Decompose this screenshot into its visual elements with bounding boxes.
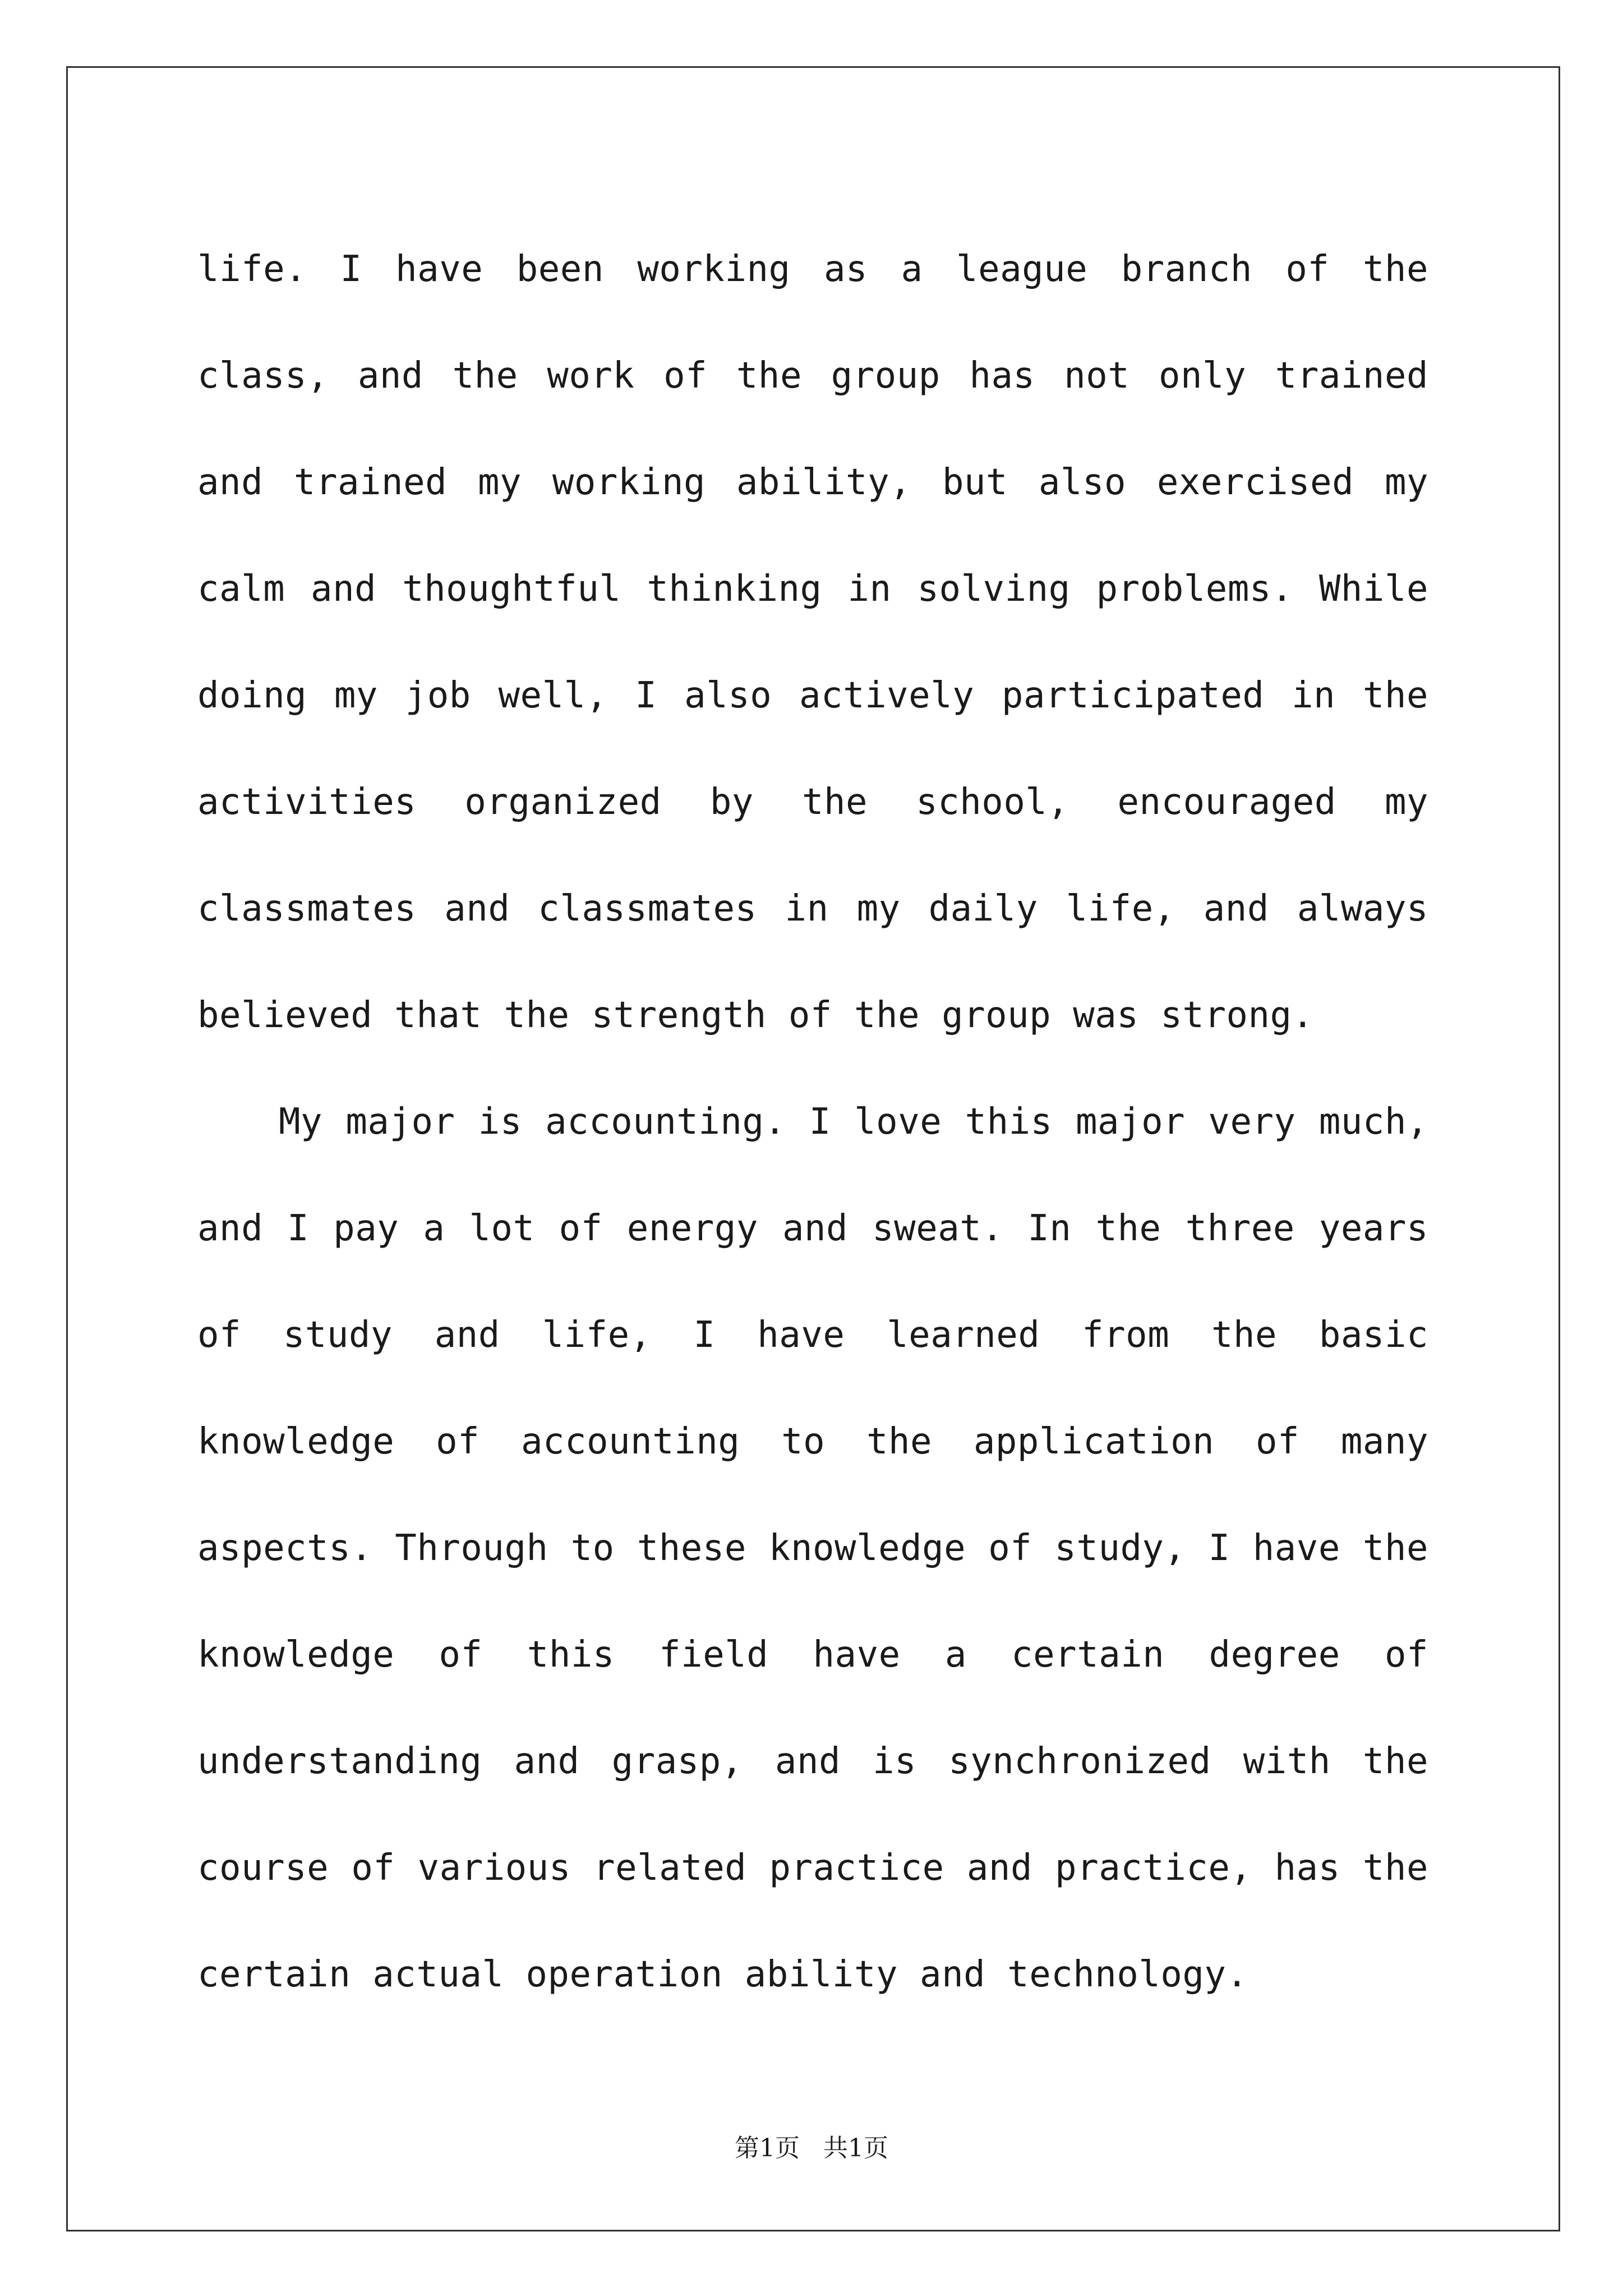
paragraph-major: My major is accounting. I love this major very much, and I pay a lot of energy and sweat. In the three years of study and life, I have learned from the basic knowledge of accounting to the application of many aspects. Through to these knowledge of study, I have the knowledge of this field have a certain degree of understanding and grasp, and is synchronized with the course of various related practice and practice, has the certain actual operation ability and technology. <box>197 1101 1428 1995</box>
document-body <box>197 216 1428 2028</box>
paragraph-continued: life. I have been working as a league branch of the class, and the work of the group has not only trained and trained my working ability, but also exercised my calm and thoughtful thinking in solving problems. While doing my job well, I also actively participated in the activities organized by the school, encouraged my classmates and classmates in my daily life, and always believed that the strength of the group was strong. <box>197 249 1428 1036</box>
page-number-footer: 第1页 共1页 <box>735 2134 888 2162</box>
